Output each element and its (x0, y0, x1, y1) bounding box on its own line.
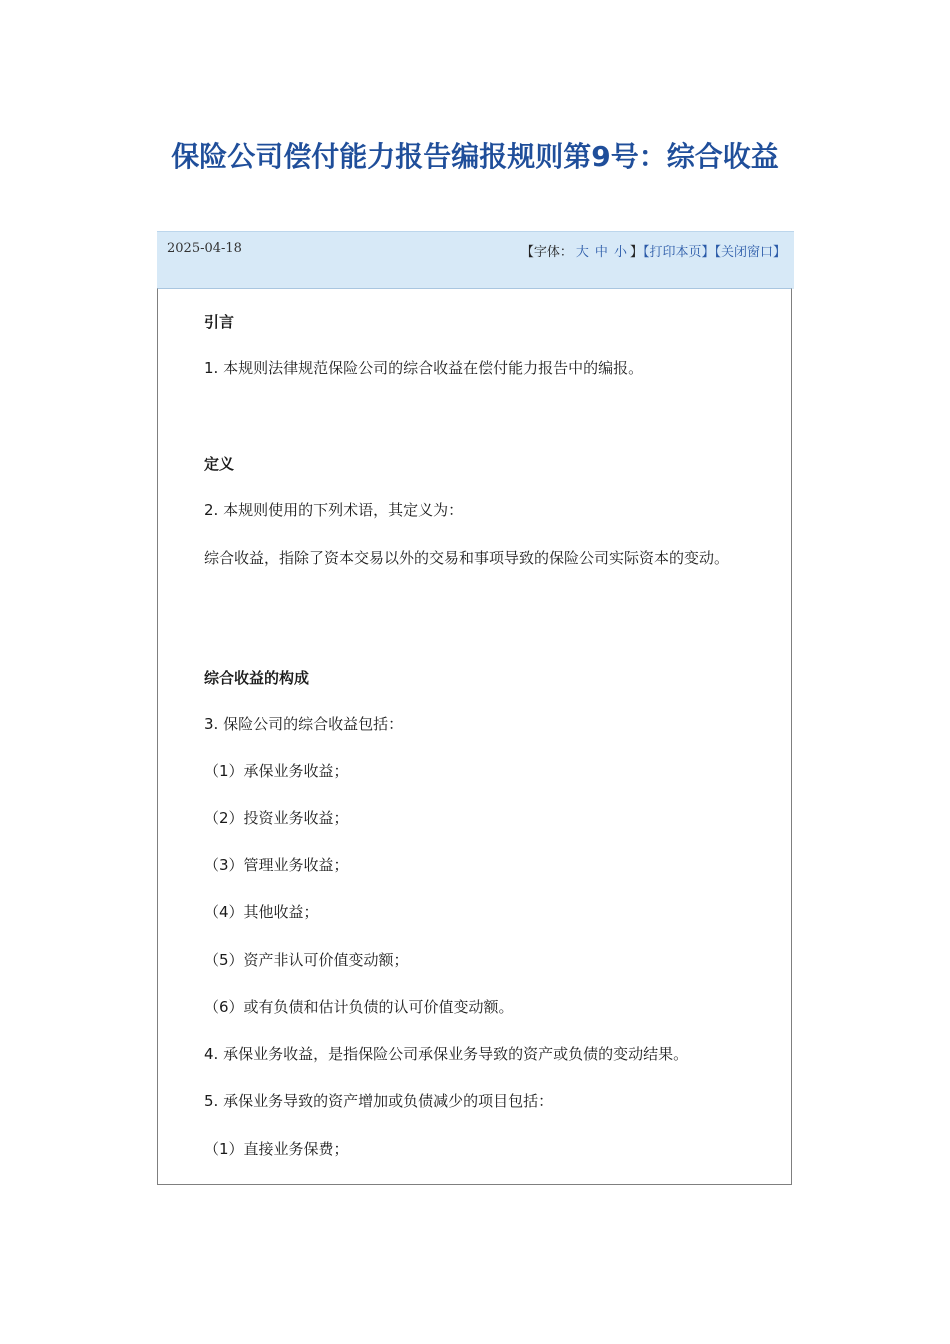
section-heading-definition: 定义 (204, 455, 235, 473)
list-item-text: 承保业务收益； (243, 762, 349, 780)
paragraph-1 (170, 355, 756, 381)
list-item-number: （4） (204, 903, 244, 921)
font-size-close-bracket: 】 (629, 245, 643, 260)
paragraph-4-number: 4. (204, 1045, 219, 1063)
list-item-number: （5） (204, 951, 244, 969)
page-title: 保险公司偿付能力报告编报规则第9号：综合收益 (171, 140, 779, 173)
paragraph-3-text: . 保险公司的综合收益包括： (213, 715, 404, 733)
list-item-text: 管理业务收益； (243, 856, 349, 874)
list-item-text: 其他收益； (243, 903, 319, 921)
list-item (170, 805, 756, 831)
definition-text: 综合收益，指除了资本交易以外的交易和事项导致的保险公司实际资本的变动。 (204, 549, 730, 567)
list-item-text: 直接业务保费； (243, 1140, 349, 1158)
close-window-link[interactable]: 【关闭窗口】 (714, 245, 786, 260)
list-item (170, 994, 756, 1020)
list-item-number: （1） (204, 762, 244, 780)
paragraph-2-number: 2 (204, 501, 214, 519)
font-size-medium-link[interactable]: 中 (594, 245, 608, 260)
paragraph-1-text: . 本规则法律规范保险公司的综合收益在偿付能力报告中的编报。 (213, 359, 644, 377)
list-item (170, 947, 756, 973)
list-item-text: 或有负债和估计负债的认可价值变动额。 (243, 998, 514, 1016)
list-item-number: （6） (204, 998, 244, 1016)
list-item-text: 资产非认可价值变动额； (243, 951, 409, 969)
font-size-label: 【字体： (520, 245, 573, 260)
list-item (170, 758, 756, 784)
list-item-number: （1） (204, 1140, 244, 1158)
meta-bar (157, 231, 794, 289)
section-heading-composition: 综合收益的构成 (204, 669, 310, 687)
font-size-small-link[interactable]: 小 (613, 245, 627, 260)
paragraph-4-text: 承保业务收益，是指保险公司承保业务导致的资产或负债的变动结果。 (218, 1045, 689, 1063)
list-item-number: （3） (204, 856, 244, 874)
paragraph-3 (170, 711, 756, 737)
paragraph-3-number: 3 (204, 715, 214, 733)
publish-date: 2025-04-18 (167, 241, 242, 256)
list-item-text: 投资业务收益； (243, 809, 349, 827)
paragraph-5-text: . 承保业务导致的资产增加或负债减少的项目包括： (213, 1092, 554, 1110)
list-item (170, 1136, 756, 1162)
tool-links (521, 241, 786, 260)
list-item (170, 852, 756, 878)
print-page-link[interactable]: 【打印本页】 (642, 245, 715, 260)
list-item-number: （2） (204, 809, 244, 827)
section-heading-intro: 引言 (204, 313, 235, 331)
list-item (170, 899, 756, 925)
font-size-large-link[interactable]: 大 (575, 245, 589, 260)
paragraph-4 (170, 1041, 756, 1067)
paragraph-2 (170, 497, 756, 523)
article-body (157, 288, 792, 1185)
paragraph-1-number: 1 (204, 359, 214, 377)
paragraph-5 (170, 1088, 756, 1114)
paragraph-2-text: . 本规则使用的下列术语，其定义为： (213, 501, 464, 519)
paragraph-5-number: 5 (204, 1092, 214, 1110)
